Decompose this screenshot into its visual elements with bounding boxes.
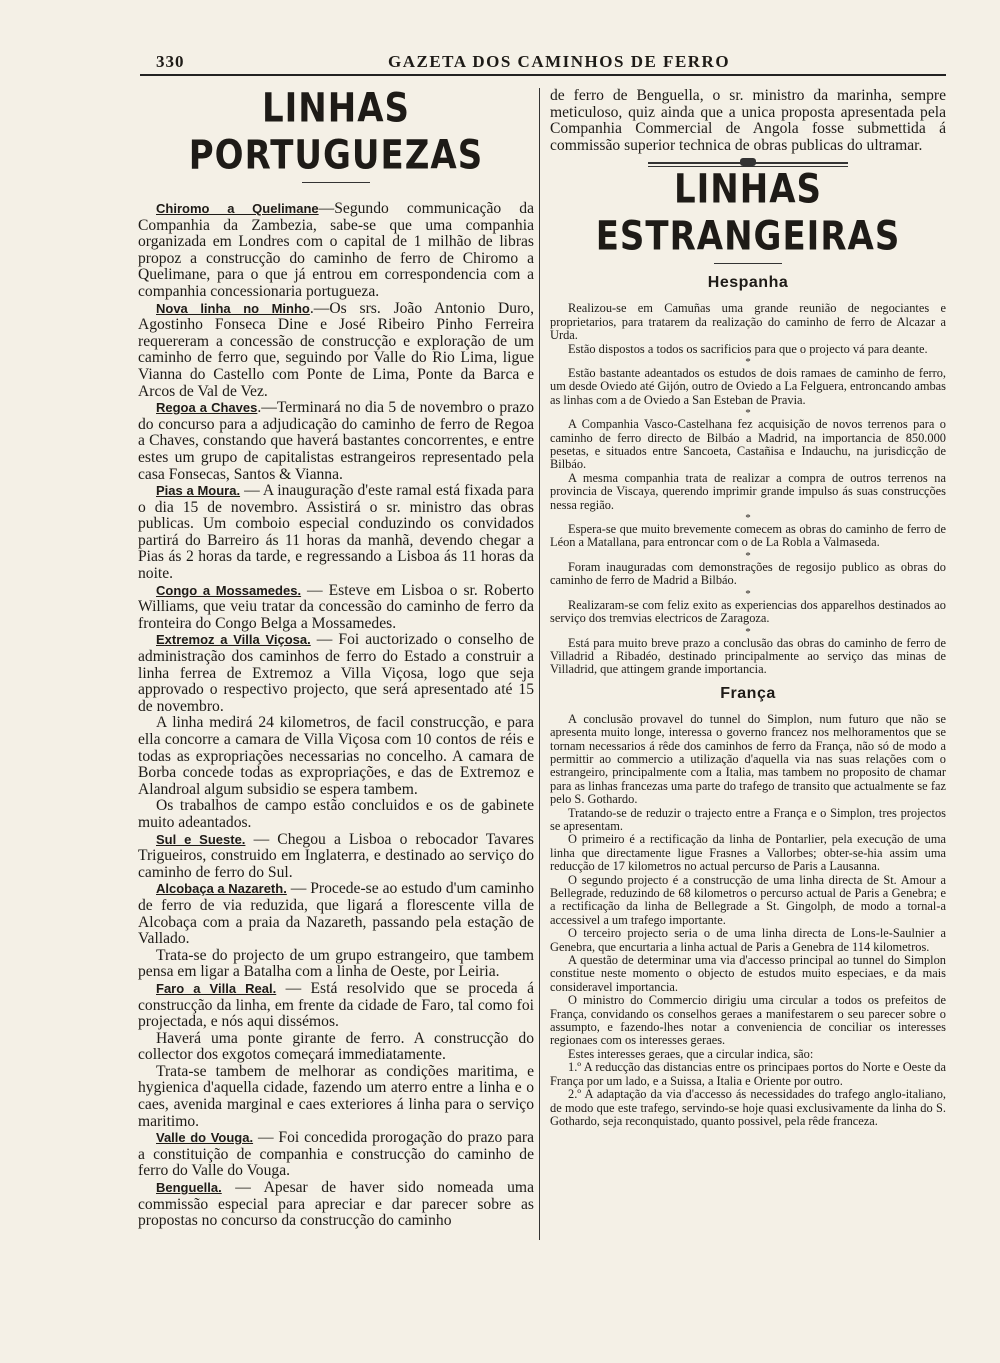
news-item-heading: Extremoz a Villa Viçosa.	[156, 632, 311, 648]
news-paragraph: Realizou-se em Camuñas uma grande reunião de negociantes e proprietarios, para tratarem da realização do caminho de ferro de Alcazar a Urda.	[550, 301, 946, 343]
asterisk-separator: *	[745, 549, 751, 562]
news-item-text: Os trabalhos de campo estão concluidos e os de gabinete muito adeantados.	[138, 797, 534, 831]
news-item	[138, 1180, 534, 1230]
news-item-text: A linha medirá 24 kilometros, de facil construcção, e para ella concorre a camara de Villa Viçosa com 10 contos de réis e todas as expropriações necessarias no concelho. A camara de Borba concede todas as expropriações, e das de Extremoz e Alandroal algum subsidio se espera tambem.	[138, 714, 534, 798]
news-item-text: — Procede-se ao estudo d'um caminho de ferro de via reduzida, que ligará a florescente villa de Alcobaça com a praia da Nazareth, passando pela estação de Vallado.	[138, 880, 534, 948]
title-rule	[302, 182, 370, 183]
news-paragraph: O primeiro é a rectificação da linha de Pontarlier, pela execução de uma linha que directamente ligue Frasnes a Vallorbes; obter-se-hia assim uma reducção de 17 kilometros no actual percurso de Paris a Lausanna.	[550, 832, 946, 874]
news-paragraph: Foram inauguradas com demonstrações de regosijo publico as obras do caminho de ferro de Madrid a Bilbáo.	[550, 559, 946, 588]
news-paragraph: A questão de determinar uma via d'accesso principal ao tunnel do Simplon constitue neste momento o objecto de estudos muito especiaes, e da mais consideravel importancia.	[550, 953, 946, 994]
news-item	[138, 301, 534, 401]
news-item-text: .—Terminará no dia 5 de novembro o prazo do concurso para a adjudicação do caminho de ferro de Regoa a Chaves, constando que haverá bastantes concorrentes, e entre estes um grupo de capitalistas estrangeiros representado pela casa Fonsecas, Santos & Vianna.	[138, 399, 534, 483]
news-item-heading: Congo a Mossamedes.	[156, 582, 302, 598]
news-item	[138, 1064, 534, 1130]
news-item-text: — Foi concedida prorogação do prazo para a constituição de companhia e construcção do caminho de ferro do Valle do Vouga.	[138, 1129, 534, 1180]
news-item-text: Trata-se do projecto de um grupo estrangeiro, que tambem pensa em ligar a Batalha com a linha de Oeste, por Leiria.	[138, 946, 534, 981]
news-paragraph: Tratando-se de reduzir o trajecto entre a França e o Simplon, tres projectos se apresentam.	[550, 805, 946, 833]
news-item	[138, 583, 534, 633]
news-paragraph: O terceiro projecto seria o de uma linha directa de Lons-le-Saulnier a Genebra, que encurtaria a linha actual de Paris a Genebra de 114 kilometros.	[550, 926, 946, 954]
news-item	[138, 201, 534, 301]
left-column	[138, 84, 535, 1230]
news-paragraph: Está para muito breve prazo a conclusão das obras do caminho de ferro de Villadrid a Ribadéo, destinado principalmente ao serviço das minas de Villadrid, que attingem grande importancia.	[550, 635, 946, 677]
header-rule	[140, 74, 946, 76]
news-paragraph: Estão dispostos a todos os sacrificios para que o projecto vá para deante.	[568, 341, 928, 356]
publication-title: GAZETA DOS CAMINHOS DE FERRO	[388, 52, 731, 71]
news-item-text: — A inauguração d'este ramal está fixada para o dia 15 de novembro. Assistirá o sr. ministro das obras publicas. Um comboio especial conduzindo os convidados partirá do Barreiro ás 11 horas da manhã, devendo chegar a Pias ás 2 horas da tarde, e regressando a Lisboa ás 11 horas da noite.	[138, 482, 535, 583]
news-paragraph: 1.º A reducção das distancias entre os principaes portos do Norte e Oeste da França por um lado, e a Suissa, a Italia e Oriente por outro.	[550, 1060, 946, 1088]
spain-news-list	[550, 302, 946, 676]
news-paragraph: O ministro do Commercio dirigiu uma circular a todos os prefeitos de França, convidando os conselhos geraes a manifestarem o seu parecer sobre o assumpto, e fazendo-lhes notar a conveniencia de conciliar os interesses regionaes com os interesses geraes.	[550, 993, 946, 1048]
news-item-heading: Chiromo a Quelimane	[156, 201, 319, 216]
news-item	[138, 1130, 534, 1180]
running-header	[140, 52, 946, 74]
news-paragraph: A mesma companhia trata de realizar a compra de outros terrenos na provincia de Viscaya, querendo imprimir grande impulso ás suas construcções nessa região.	[550, 470, 946, 512]
asterisk-separator: *	[745, 407, 751, 420]
news-item	[138, 715, 534, 798]
news-item-text: — Chegou a Lisboa o rebocador Tavares Trigueiros, construido em Inglaterra, e destinado ao serviço do caminho de ferro do Sul.	[138, 830, 535, 881]
news-item-heading: Sul e Sueste.	[156, 831, 246, 847]
news-item	[138, 798, 534, 831]
asterisk-separator: *	[745, 512, 751, 525]
news-paragraph: O segundo projecto é a construcção de uma linha directa de St. Amour a Bellegrade, reduzindo de 68 kilometros o percurso actual de Paris a Genebra; e a rectificação da linha de Bellegrade a St. Gingolph, de modo a tornal-a accessivel a um trafego importante.	[550, 872, 946, 927]
news-item-text: —Segundo communicação da Companhia da Zambezia, sabe-se que uma companhia organizada em Londres com o capital de 1 milhão de libras propoz a construcção do caminho de ferro de Chiromo a Quelimane, para o que já entrou em correspondencia com a companhia concessionaria portugueza.	[138, 200, 534, 300]
asterisk-separator: *	[745, 356, 751, 368]
news-item-heading: Valle do Vouga.	[156, 1130, 254, 1146]
news-item	[138, 632, 534, 715]
news-item	[138, 981, 534, 1031]
section-title-portuguese: LINHAS PORTUGUEZAS	[188, 84, 484, 180]
subheading-spain: Hespanha	[707, 274, 789, 292]
news-item-heading: Faro a Villa Real.	[156, 980, 277, 996]
title-rule-foreign	[714, 263, 782, 264]
news-item-heading: Nova linha no Minho	[156, 300, 310, 316]
news-paragraph: Espera-se que muito brevemente comecem as obras do caminho de ferro de Léon a Matallana, para entroncar com o de La Robla a Valmaseda.	[550, 522, 946, 550]
news-item-heading: Alcobaça a Nazareth.	[156, 881, 287, 897]
page-number: 330	[156, 52, 185, 71]
news-item	[138, 1031, 534, 1064]
news-item-text: .—Os srs. João Antonio Duro, Agostinho Fonseca Dine e José Ribeiro Pinho Ferreira requereram a concessão de construcção e exploração de um caminho de ferro que, seguindo por Valle do Rio Lima, ligue Vianna do Castello com Ponte de Lima, Ponte da Barca e Arcos de Val de Vez.	[138, 299, 534, 400]
news-item	[138, 832, 534, 882]
news-item	[138, 948, 534, 981]
section-title-foreign: LINHAS ESTRANGEIRAS	[595, 166, 901, 261]
news-paragraph: A Companhia Vasco-Castelhana fez acquisição de novos terrenos para o caminho de ferro directo de Bilbáo a Madrid, na importancia de 850.000 pesetas, e situados entre Sancoeta, Castañisa e Indauchu, na jurisdicção de Bilbáo.	[550, 417, 946, 472]
news-item	[138, 400, 534, 483]
asterisk-separator: *	[745, 587, 751, 600]
news-item-text: — Apesar de haver sido nomeada uma commissão especial para apreciar e dar parecer sobre as propostas no concurso da construcção do caminho	[138, 1179, 534, 1230]
news-item-heading: Benguella.	[156, 1180, 222, 1196]
news-item-text: Haverá uma ponte girante de ferro. A construcção do collector dos exgotos começará immediatamente.	[138, 1029, 534, 1064]
news-item-heading: Pias a Moura.	[156, 483, 241, 499]
news-item-text: — Foi auctorizado o conselho de administração dos caminhos de ferro do Estado a construir a linha ferrea de Extremoz a Villa Viçosa, logo que seja approvado o respectivo projecto, que será apresentado até 15 de novembro.	[138, 631, 534, 715]
news-paragraph: Estes interesses geraes, que a circular indica, são:	[568, 1046, 814, 1061]
column-divider	[539, 88, 540, 1240]
news-item-heading: Regoa a Chaves	[156, 400, 258, 416]
continuation-text: de ferro de Benguella, o sr. ministro da marinha, sempre meticuloso, quiz ainda que a unica proposta apresentada pela Companhia Commercial de Angola fosse submettida á commissão superior technica de obras publicas do ultramar.	[550, 87, 946, 154]
portuguese-news-list	[138, 201, 534, 1230]
news-item	[138, 881, 534, 947]
news-paragraph: 2.º A adaptação da via d'accesso ás necessidades do trafego anglo-italiano, de modo que este trafego, servindo-se hoje quasi exclusivamente da linha do S. Gothardo, seja reconquistado, quanto possivel, pela rêde franceza.	[550, 1087, 946, 1128]
news-item-text: Trata-se tambem de melhorar as condições maritima, e hygienica d'aquella cidade, fazendo um aterro entre a linha e o caes, avenida marginal e caes exteriores á linha para o serviço maritimo.	[138, 1062, 534, 1130]
france-news-list	[550, 713, 946, 1129]
subheading-france: França	[720, 684, 776, 702]
news-paragraph: Estão bastante adeantados os estudos de dois ramaes de caminho de ferro, um desde Oviedo até Gijón, outro de Oviedo a La Felguera, entroncando ambas as linhas com a de Oviedo a San Esteban de Pravia.	[550, 366, 946, 407]
asterisk-separator: *	[745, 625, 751, 638]
news-paragraph: A conclusão provavel do tunnel do Simplon, num futuro que não se apresenta muito longe, interessa o governo francez nos melhoramentos que se tornam necessarios á rêde dos caminhos de ferro da França, não só de modo a permittir ao commercio a utilização d'aquella via nas suas relações com o estrangeiro, principalmente com a Italia, mas tambem no proposito de chamar para as linhas francezas uma parte do trafego de transito que actualmente se faz pelo S. Gothardo.	[550, 711, 946, 807]
news-item-text: — Está resolvido que se proceda á construcção da linha, em frente da cidade de Faro, tal como foi projectada, e nós aqui dissémos.	[138, 979, 534, 1031]
news-paragraph: Realizaram-se com feliz exito as experiencias dos apparelhos destinados ao serviço dos tremvias electricos de Zaragoza.	[550, 597, 946, 626]
right-column	[550, 88, 946, 1128]
news-item-text: — Esteve em Lisboa o sr. Roberto Williams, que veiu tratar da concessão do caminho de ferro da fronteira do Congo Belga a Mossamedes.	[138, 581, 534, 632]
news-item	[138, 483, 534, 583]
